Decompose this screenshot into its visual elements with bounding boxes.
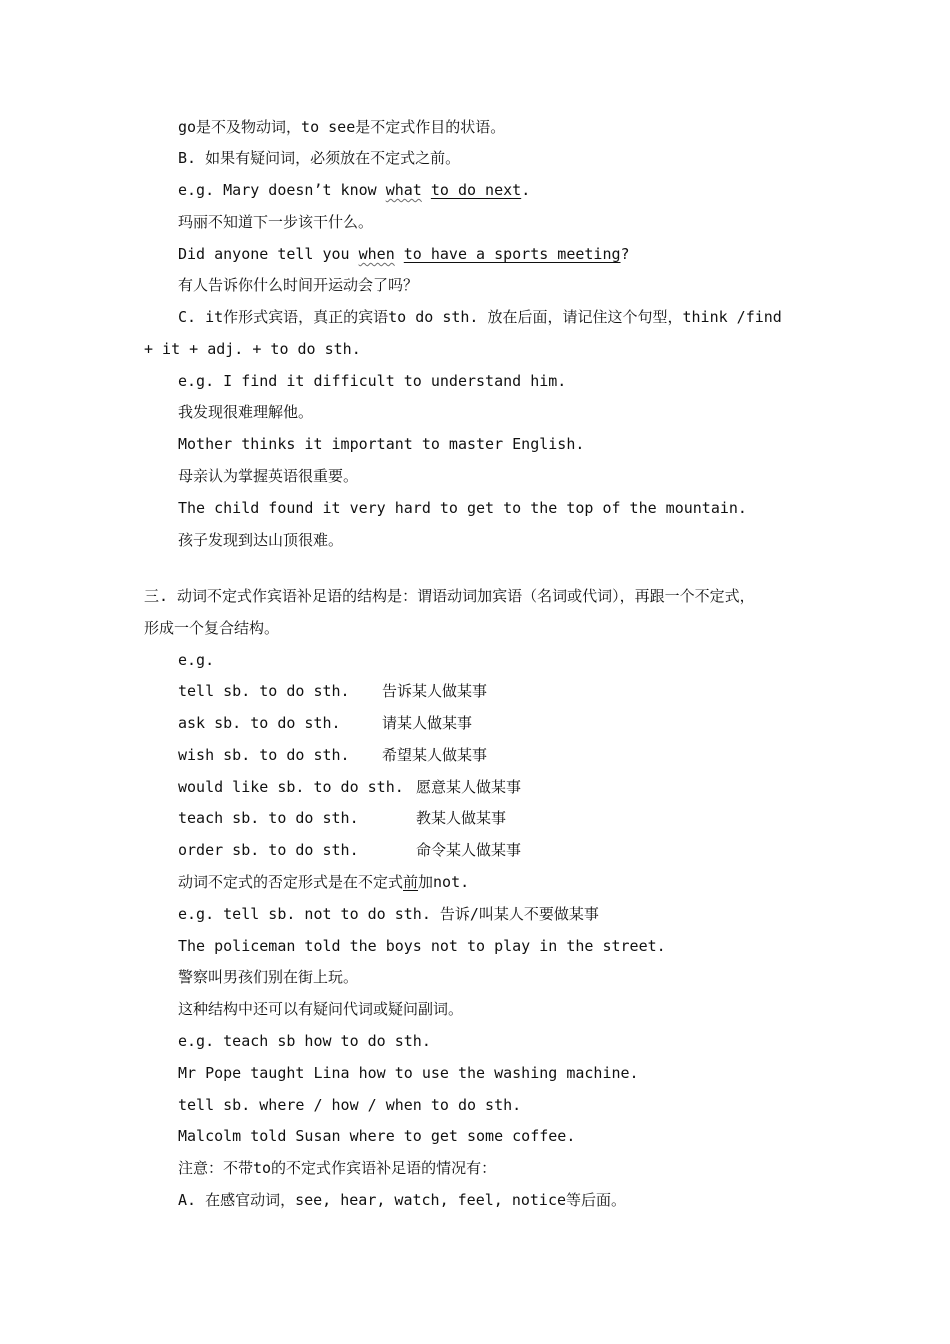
text-line: C. it作形式宾语，真正的宾语to do sth. 放在后面，请记住这个句型，think /find — [178, 308, 782, 326]
text-line: Mother thinks it important to master English. — [178, 435, 585, 453]
text-line: 注意：不带to的不定式作宾语补足语的情况有： — [178, 1159, 497, 1177]
text-line: go是不及物动词，to see是不定式作目的状语。 — [178, 118, 506, 136]
text-line: Mr Pope taught Lina how to use the washing machine. — [178, 1064, 639, 1082]
phrase-english: wish sb. to do sth. — [178, 746, 350, 764]
text-line: 玛丽不知道下一步该干什么。 — [178, 213, 374, 231]
text-line: Malcolm told Susan where to get some coffee. — [178, 1127, 576, 1145]
phrase-chinese: 希望某人做某事 — [382, 746, 488, 764]
text-line: 孩子发现到达山顶很难。 — [178, 531, 344, 549]
phrase-chinese: 命令某人做某事 — [416, 841, 522, 859]
phrase-chinese: 请某人做某事 — [382, 714, 473, 732]
text-line: + it + adj. + to do sth. — [144, 340, 361, 358]
underlined-phrase: to have a sports meeting — [403, 245, 621, 263]
text-line: A. 在感官动词，see, hear, watch, feel, notice等后面。 — [178, 1191, 627, 1209]
text-line: e.g. teach sb how to do sth. — [178, 1032, 431, 1050]
phrase-english: would like sb. to do sth. — [178, 778, 404, 796]
example-line — [178, 244, 630, 264]
phrase-chinese: 告诉某人做某事 — [382, 682, 488, 700]
phrase-row — [178, 777, 404, 797]
phrase-english: tell sb. to do sth. — [178, 682, 350, 700]
text-line: The child found it very hard to get to the top of the mountain. — [178, 499, 747, 517]
text-line: The policeman told the boys not to play in the street. — [178, 937, 666, 955]
underlined-word: 前 — [403, 873, 419, 891]
text-span: 动词不定式的否定形式是在不定式 — [178, 873, 404, 891]
text-line — [178, 872, 469, 892]
example-line — [178, 180, 530, 200]
wavy-underlined-word: when — [358, 245, 395, 263]
phrase-row — [178, 745, 350, 765]
text-line: e.g. I find it difficult to understand him. — [178, 372, 567, 390]
text-span — [395, 245, 404, 263]
text-line: 我发现很难理解他。 — [178, 403, 314, 421]
text-span — [422, 181, 431, 199]
phrase-row — [178, 713, 341, 733]
phrase-row — [178, 808, 359, 828]
text-line: 警察叫男孩们别在街上玩。 — [178, 968, 359, 986]
phrase-chinese: 愿意某人做某事 — [416, 778, 522, 796]
wavy-underlined-word: what — [385, 181, 422, 199]
text-span: e.g. Mary doesn’t know — [178, 181, 386, 199]
phrase-english: ask sb. to do sth. — [178, 714, 341, 732]
text-line: tell sb. where / how / when to do sth. — [178, 1096, 522, 1114]
text-line: e.g. tell sb. not to do sth. 告诉/叫某人不要做某事 — [178, 905, 599, 923]
text-span: 加not. — [418, 873, 470, 891]
text-line: 有人告诉你什么时间开运动会了吗？ — [178, 276, 419, 294]
phrase-row — [178, 840, 359, 860]
text-line: B. 如果有疑问词，必须放在不定式之前。 — [178, 149, 461, 167]
text-line: 形成一个复合结构。 — [144, 619, 280, 637]
text-line: 母亲认为掌握英语很重要。 — [178, 467, 359, 485]
section-heading: 三. 动词不定式作宾语补足语的结构是：谓语动词加宾语（名词或代词），再跟一个不定式， — [144, 587, 755, 605]
text-span: ? — [620, 245, 630, 263]
phrase-chinese: 教某人做某事 — [416, 809, 507, 827]
phrase-row — [178, 681, 350, 701]
text-line: e.g. — [178, 651, 215, 669]
text-span: . — [521, 181, 531, 199]
phrase-english: order sb. to do sth. — [178, 841, 359, 859]
phrase-english: teach sb. to do sth. — [178, 809, 359, 827]
underlined-phrase: to do next — [430, 181, 522, 199]
text-span: Did anyone tell you — [178, 245, 359, 263]
text-line: 这种结构中还可以有疑问代词或疑问副词。 — [178, 1000, 464, 1018]
